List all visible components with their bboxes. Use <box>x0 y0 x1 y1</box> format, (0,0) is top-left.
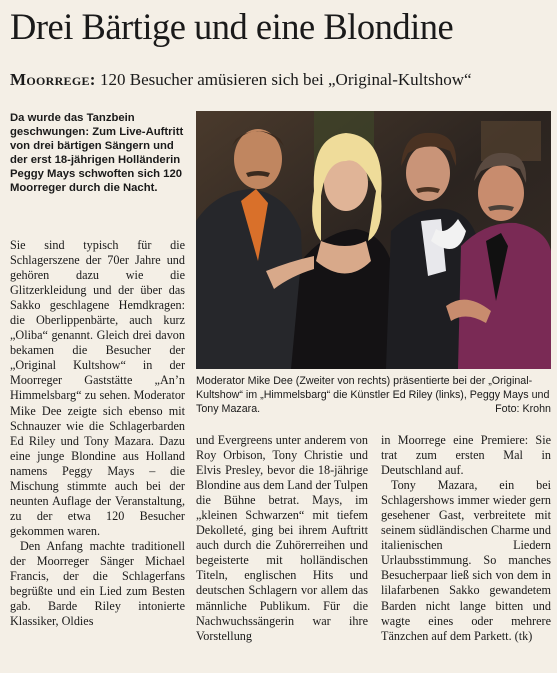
subheadline-text: 120 Besucher amüsieren sich bei „Original-Kultshow“ <box>100 70 472 89</box>
body-paragraph: in Moorrege eine Premiere: Sie trat zum ersten Mal in Deutschland auf. <box>381 433 551 478</box>
body-paragraph: Den Anfang machte traditionell der Moorreger Sänger Michael Francis, der die Schlagerfans begrüßte und ein Lied zum Besten gab. Barde Riley intonierte Klassiker, Oldies <box>10 538 185 629</box>
article-headline: Drei Bärtige und eine Blondine <box>10 6 454 47</box>
article-photo <box>196 111 551 369</box>
caption-text: Moderator Mike Dee (Zweiter von rechts) präsentierte bei der „Original-Kultshow“ im „Himmelsbarg“ die Künstler Ed Riley (links), Peggy Mays und Tony Mazara. <box>196 375 550 416</box>
article-column-3 <box>381 433 551 644</box>
body-paragraph: Tony Mazara, ein bei Schlagershows immer wieder gern gesehener Gast, verbreitete mit seinem südländischen Charme und italienischen Liedern Urlaubsstimmung. So manches Besucherpaar ließ sich von dem in lilafarbenen Sakko gewandetem Barden nicht lange bitten und wagte eines oder mehrere Tänzchen auf dem Parkett. (tk) <box>381 478 551 643</box>
article-lead: Da wurde das Tanzbein geschwungen: Zum Live-Auftritt von drei bärtigen Sängern und der erst 18-jährigen Holländerin Peggy Mays schwoften sich 120 Moorreger durch die Nacht. <box>10 112 184 194</box>
photo-credit: Foto: Krohn <box>495 403 551 416</box>
article-subheadline <box>10 70 550 90</box>
location-kicker: Moorrege: <box>10 70 96 89</box>
body-paragraph: und Evergreens unter anderem von Roy Orbison, Tony Christie und Elvis Presley, bevor die 18-jährige Blondine aus dem Land der Tulpen die Bühne betrat. Mays, im „kleinen Schwarzen“ mit tiefem Dekolleté, ging bei ihrem Auftritt auch durch die Zuhörerreihen und begeisterte mit holländischen Titeln, englischen Hits und deutschen Schlagern vor allem das männliche Publikum. Für die Nachwuchssängerin war ihre Vorstellung <box>196 433 368 643</box>
article-column-1 <box>10 238 185 629</box>
group-photo-illustration <box>196 111 551 369</box>
body-paragraph: Sie sind typisch für die Schlagerszene der 70er Jahre und gehören dazu wie die Glitzerkleidung und der über das Sakko geschlagene Hemdkragen: die Oberlippenbärte, auch kurz „Oliba“ genannt. Gleich drei davon bekamen die Besucher der „Original Kultshow“ in der Moorreger Gaststätte „An’n Himmelsbarg“ zu sehen. Moderator Mike Dee zeigte sich ebenso mit Schnauzer wie die Schlagerbarden Ed Riley und Tony Mazara. Dazu eine junge Blondine aus Holland namens Peggy Mays – die Mischung stimmte auch bei der neunten Auflage der Veranstaltung, zu der etwa 120 Besucher gekommen waren. <box>10 238 185 538</box>
article-column-2 <box>196 433 368 644</box>
photo-caption <box>196 374 551 417</box>
